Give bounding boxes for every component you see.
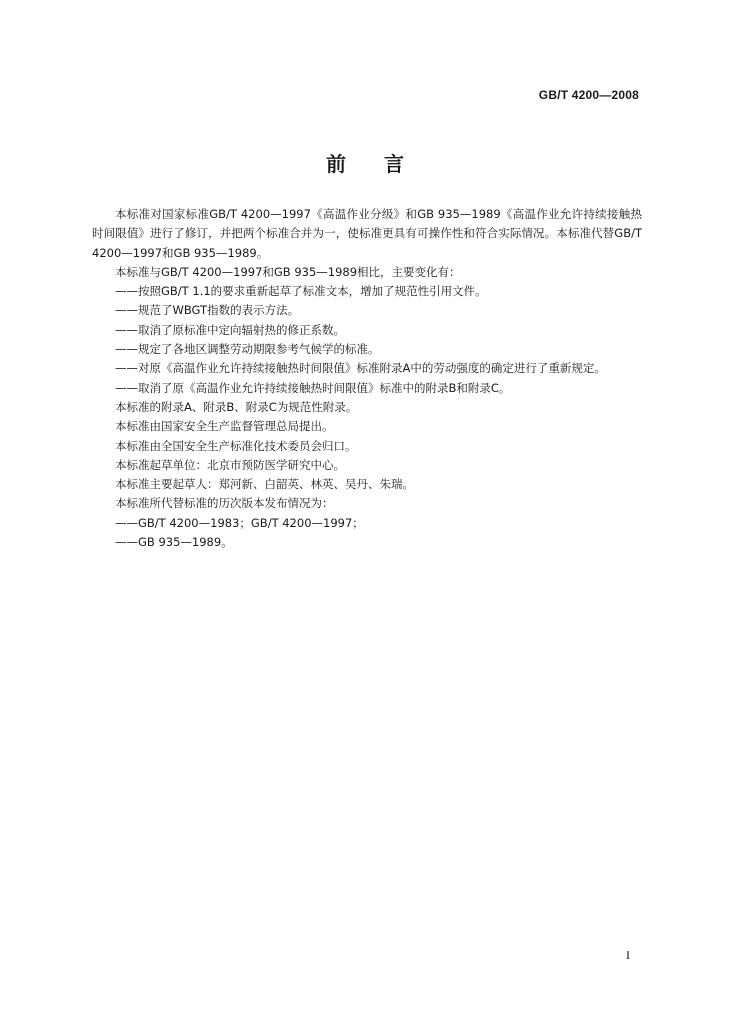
- history-item: ——GB/T 4200—1983；GB/T 4200—1997；: [115, 515, 364, 530]
- change-item: ——取消了原标准中定向辐射热的修正系数。: [115, 322, 345, 337]
- paragraph-drafting-unit: 本标准起草单位：北京市预防医学研究中心。: [115, 457, 345, 472]
- history-item: ——GB 935—1989。: [115, 535, 233, 550]
- paragraph-committee: 本标准由全国安全生产标准化技术委员会归口。: [115, 438, 357, 453]
- paragraph-proposer: 本标准由国家安全生产监督管理总局提出。: [115, 419, 334, 434]
- paragraph-drafters: 本标准主要起草人：郑河新、白韶英、林英、吴丹、朱瑞。: [115, 477, 414, 492]
- standard-code-header: GB/T 4200—2008: [538, 88, 639, 102]
- change-item: ——规范了WBGT指数的表示方法。: [115, 303, 300, 318]
- paragraph-changes-lead: 本标准与GB/T 4200—1997和GB 935—1989相比，主要变化有：: [115, 264, 461, 279]
- page-title: 前言: [326, 152, 442, 176]
- change-item: ——取消了原《高温作业允许持续接触热时间限值》标准中的附录B和附录C。: [115, 380, 511, 395]
- change-item: ——对原《高温作业允许持续接触热时间限值》标准附录A中的劳动强度的确定进行了重新规定。: [115, 361, 606, 376]
- preface-body: [92, 205, 642, 552]
- change-item: ——规定了各地区调整劳动期限参考气候学的标准。: [115, 342, 380, 357]
- paragraph-appendix: 本标准的附录A、附录B、附录C为规范性附录。: [115, 399, 358, 414]
- page-number: I: [626, 948, 630, 962]
- paragraph-intro: 本标准对国家标准GB/T 4200—1997《高温作业分级》和GB 935—1989《高温作业允许持续接触热时间限值》进行了修订，并把两个标准合并为一，使标准更具有可操作性和符合实际情况。本标准代替GB/T 4200—1997和GB 935—1989。: [92, 207, 642, 260]
- change-item: ——按照GB/T 1.1的要求重新起草了标准文本，增加了规范性引用文件。: [115, 284, 487, 299]
- paragraph-history-lead: 本标准所代替标准的历次版本发布情况为：: [115, 496, 334, 511]
